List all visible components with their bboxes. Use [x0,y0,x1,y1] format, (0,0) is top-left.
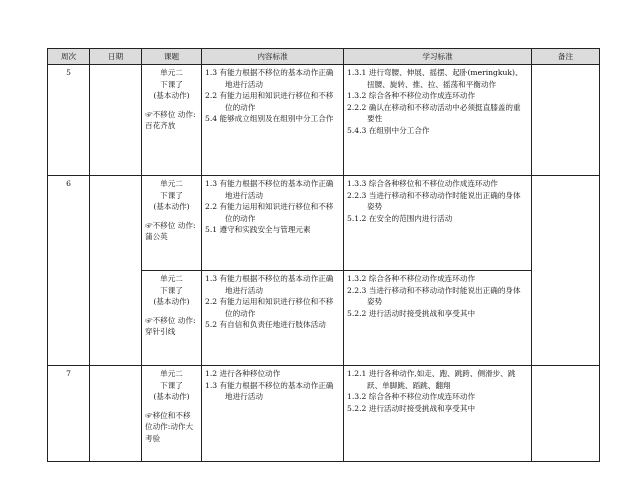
lesson-unit: 单元二 [160,179,183,188]
content-item: 1.3 有能力根据不移位的基本动作正确地进行活动 [205,380,334,401]
lesson-topic: (基本动作) [153,91,190,100]
learning-item: 5.4.3 在组别中分工合作 [347,125,430,135]
lesson-activity: ☞不移位 动作:蒲公英 [145,220,196,241]
lesson-topic: (基本动作) [153,392,190,401]
lesson-activity: ☞移位和不移位动作:动作大考验 [145,410,194,443]
remarks-cell [532,176,600,366]
content-item: 5.1 遵守和实践安全与管理元素 [205,225,311,234]
remarks-cell [532,366,600,462]
learning-item: 1.3.2 综合各种不移位动作成连环动作 [347,392,476,401]
content-item: 2.2 有能力运用和知识进行移位和不移位的动作 [205,202,334,223]
learning-item: 2.2.2 确认在移动和不移动活动中必须挺直膝盖的重要性 [347,102,521,123]
header-remarks: 备注 [532,49,600,65]
learning-standard-cell [344,176,532,271]
lesson-title: 下课了 [160,285,183,295]
lesson-cell [142,366,202,462]
lesson-activity: ☞不移位 动作:穿针引线 [145,315,196,336]
content-standard-cell [202,176,344,271]
header-content-standard: 内容标准 [202,49,344,65]
header-date: 日期 [90,49,142,65]
learning-item: 5.2.2 进行活动时接受挑战和享受其中 [347,308,476,318]
learning-standard-cell [344,271,532,366]
learning-item: 1.2.1 进行各种动作,如走、跑、跳跨、侧滑步、跳跃、单脚跳、蹈跳、翻翔 [347,369,516,390]
header-lesson: 课题 [142,49,202,65]
date-cell [90,366,142,462]
week-cell: 5 [48,65,90,176]
header-row [48,49,600,65]
content-standard-cell [202,65,344,176]
lesson-unit: 单元二 [160,274,183,283]
lesson-topic: (基本动作) [153,202,190,211]
lesson-plan-table [47,48,600,462]
content-item: 1.3 有能力根据不移位的基本动作正确地进行活动 [205,179,334,200]
lesson-cell [142,271,202,366]
remarks-cell [532,65,600,176]
lesson-title: 下课了 [160,79,183,89]
lesson-activity: ☞不移位 动作:百花齐放 [145,109,196,130]
content-item: 2.2 有能力运用和知识进行移位和不移位的动作 [205,297,334,318]
lesson-unit: 单元二 [160,68,183,77]
week-cell: 6 [48,176,90,366]
learning-item: 1.3.3 综合各种移位和不移位动作成连环动作 [347,179,498,188]
content-item: 5.4 能够成立组别及在组别中分工合作 [205,114,334,123]
content-standard-cell [202,271,344,366]
header-week: 周次 [48,49,90,65]
table-row [48,65,600,176]
learning-standard-cell [344,65,532,176]
lesson-topic: (基本动作) [153,297,190,306]
table-row [48,366,600,462]
learning-item: 1.3.2 综合各种不移位动作成连环动作 [347,274,476,283]
date-cell [90,176,142,366]
learning-item: 2.2.3 当进行移动和不移动动作时能说出正确的身体姿势 [347,190,521,211]
lesson-cell [142,176,202,271]
learning-item: 5.1.2 在安全的范围内进行活动 [347,213,453,223]
learning-item: 1.3.2 综合各种不移位动作成连环动作 [347,91,476,100]
content-item: 1.3 有能力根据不移位的基本动作正确地进行活动 [205,274,334,295]
week-cell: 7 [48,366,90,462]
learning-item: 2.2.3 当进行移动和不移动动作时能说出正确的身体姿势 [347,285,521,306]
lesson-cell [142,65,202,176]
content-item: 1.3 有能力根据不移位的基本动作正确地进行活动 [205,68,334,89]
header-learning-standard: 学习标准 [344,49,532,65]
learning-item: 1.3.1 进行弯腰、伸展、摇摆、起卧(meringkuk)、扭腰、旋转、推、拉、摇荡和平衡动作 [347,68,523,89]
content-standard-cell [202,366,344,462]
lesson-title: 下课了 [160,190,183,200]
learning-standard-cell [344,366,532,462]
lesson-unit: 单元二 [160,369,183,378]
date-cell [90,65,142,176]
content-item: 5.2 有自信和负责任地进行肢体活动 [205,320,326,329]
content-item: 1.2 进行各种移位动作 [205,369,281,378]
content-item: 2.2 有能力运用和知识进行移位和不移位的动作 [205,91,334,112]
learning-item: 5.2.2 进行活动时接受挑战和享受其中 [347,403,476,413]
lesson-title: 下课了 [160,380,183,390]
table-row [48,176,600,271]
